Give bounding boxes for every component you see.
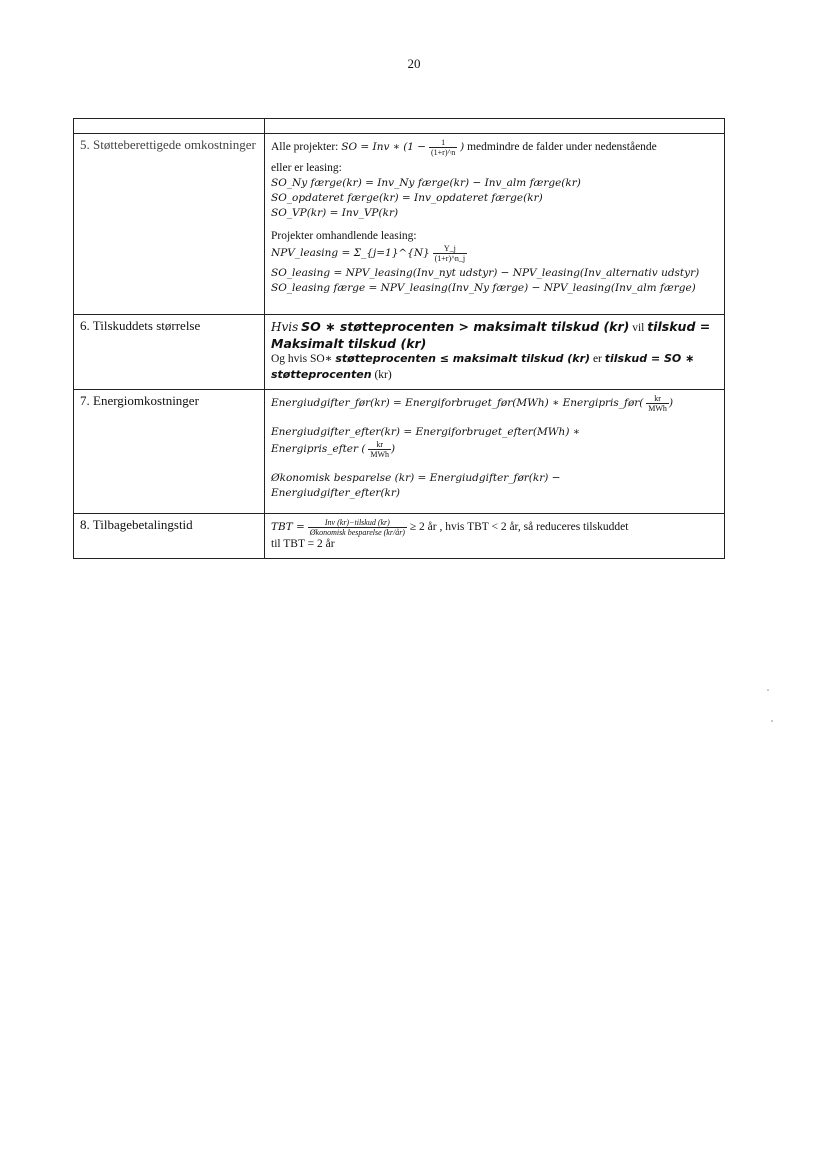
npv-fraction [433, 244, 467, 263]
npv-formula-line [271, 244, 718, 263]
table-row [74, 134, 725, 315]
condition-2-tail: tilskud = SO ∗ [604, 352, 695, 365]
table-row [74, 390, 725, 514]
row-label: 7. Energiomkostninger [74, 390, 265, 514]
energy-formula-efter-b: Energipris_efter ( $\frac{kr}{\text{MWh}}$ ) [271, 440, 396, 459]
header-cell-right [265, 119, 725, 134]
formula-opdateret-faerge: SO_opdateret færge(kr) = Inv_opdateret færge(kr) [271, 192, 543, 204]
page-number: 20 [407, 56, 421, 71]
condition-2-result-line [271, 367, 718, 383]
so-fraction-numerator: 1 [429, 138, 457, 148]
energy-efter-fraction [368, 440, 391, 459]
row-content [265, 390, 725, 514]
so-formula-rhs: ) [460, 141, 465, 154]
energy-formula-foer: Energiudgifter_før(kr) = Energiforbruget_før(MWh) ∗ Energipris_før( $\frac{kr}{\text{MWh}}$ ) [271, 394, 674, 413]
energy-efter-fraction-numerator: kr [368, 440, 391, 450]
condition-1: SO ∗ støtteprocenten > maksimalt tilskud (kr) [301, 319, 630, 334]
leasing-intro: eller er leasing: [271, 162, 342, 174]
all-projects-prefix: Alle projekter: [271, 141, 339, 154]
energy-formula-efter-a: Energiudgifter_efter(kr) = Energiforbruget_efter(MWh) ∗ [271, 426, 580, 438]
scan-speck [767, 689, 769, 691]
table-header-row [74, 119, 725, 134]
header-cell-left [74, 119, 265, 134]
subsidy-calculation-table [73, 118, 725, 559]
formula-vp: SO_VP(kr) = Inv_VP(kr) [271, 207, 399, 219]
hvis-word: Hvis [271, 320, 299, 334]
formula-so-leasing-faerge: SO_leasing færge = NPV_leasing(Inv_Ny færge) − NPV_leasing(Inv_alm færge) [271, 282, 696, 294]
tbt-formula-line [271, 518, 718, 537]
energy-foer-fraction-denominator: MWh [648, 404, 667, 413]
leasing-heading: Projekter omhandlende leasing: [271, 230, 417, 242]
so-fraction [429, 138, 457, 157]
row-content [265, 514, 725, 559]
formula-so-leasing: SO_leasing = NPV_leasing(Inv_nyt udstyr) − NPV_leasing(Inv_alternativ udstyr) [271, 267, 700, 279]
savings-formula-a: Økonomisk besparelse (kr) = Energiudgifter_før(kr) − [271, 472, 561, 484]
table-row [74, 514, 725, 559]
row-content [265, 315, 725, 390]
energy-formula-foer-text: Energiudgifter_før(kr) = Energiforbruget_før(MWh) ∗ Energipris_før( [271, 397, 644, 410]
row-label: 6. Tilskuddets størrelse [74, 315, 265, 390]
so-fraction-denominator: (1+r)^n [430, 148, 456, 157]
og-hvis: Og hvis SO∗ [271, 353, 333, 365]
so-formula-lhs: SO = Inv ∗ (1 − [341, 141, 427, 154]
tbt-condition: ≥ 2 år , hvis TBT < 2 år, så reduceres tilskuddet [409, 521, 629, 534]
condition-1-tail: tilskud = [647, 319, 711, 334]
row-label: 5. Støtteberettigede omkostninger [74, 134, 265, 315]
table-row [74, 315, 725, 390]
energy-formula-efter-b-text: Energipris_efter ( [271, 443, 366, 456]
savings-formula-b: Energiudgifter_efter(kr) [271, 487, 401, 499]
tbt-fraction-numerator: Inv (kr)−tilskud (kr) [308, 518, 407, 528]
tbt-fraction-denominator: Økonomisk besparelse (kr/år) [309, 528, 405, 537]
condition-2-unit: (kr) [374, 369, 392, 381]
condition-2-result: støtteprocenten [271, 368, 372, 381]
formula-ny-faerge: SO_Ny færge(kr) = Inv_Ny færge(kr) − Inv_alm færge(kr) [271, 177, 581, 189]
tbt-tail: til TBT = 2 år [271, 538, 335, 550]
scan-speck [771, 720, 773, 722]
row-content [265, 134, 725, 315]
energy-foer-fraction-numerator: kr [646, 394, 669, 404]
npv-fraction-numerator: Y_j [433, 244, 467, 254]
condition-1-result: Maksimalt tilskud (kr) [271, 336, 427, 351]
condition-2: støtteprocenten ≤ maksimalt tilskud (kr) [335, 352, 591, 365]
condition-line-1 [271, 319, 718, 336]
npv-fraction-denominator: (1+r)^n_j [434, 254, 466, 263]
tbt-lhs: TBT = [271, 521, 305, 534]
so-formula-line [271, 138, 718, 157]
er-word: er [592, 353, 602, 365]
energy-efter-fraction-denominator: MWh [370, 450, 390, 459]
condition-line-2 [271, 351, 718, 367]
energy-foer-fraction [646, 394, 669, 413]
npv-formula-lhs: NPV_leasing = Σ_{j=1}^{N} [271, 247, 430, 260]
row-label: 8. Tilbagebetalingstid [74, 514, 265, 559]
so-formula-tail: medmindre de falder under nedenstående [467, 141, 657, 154]
tbt-fraction [308, 518, 407, 537]
vil-word: vil [632, 322, 645, 334]
